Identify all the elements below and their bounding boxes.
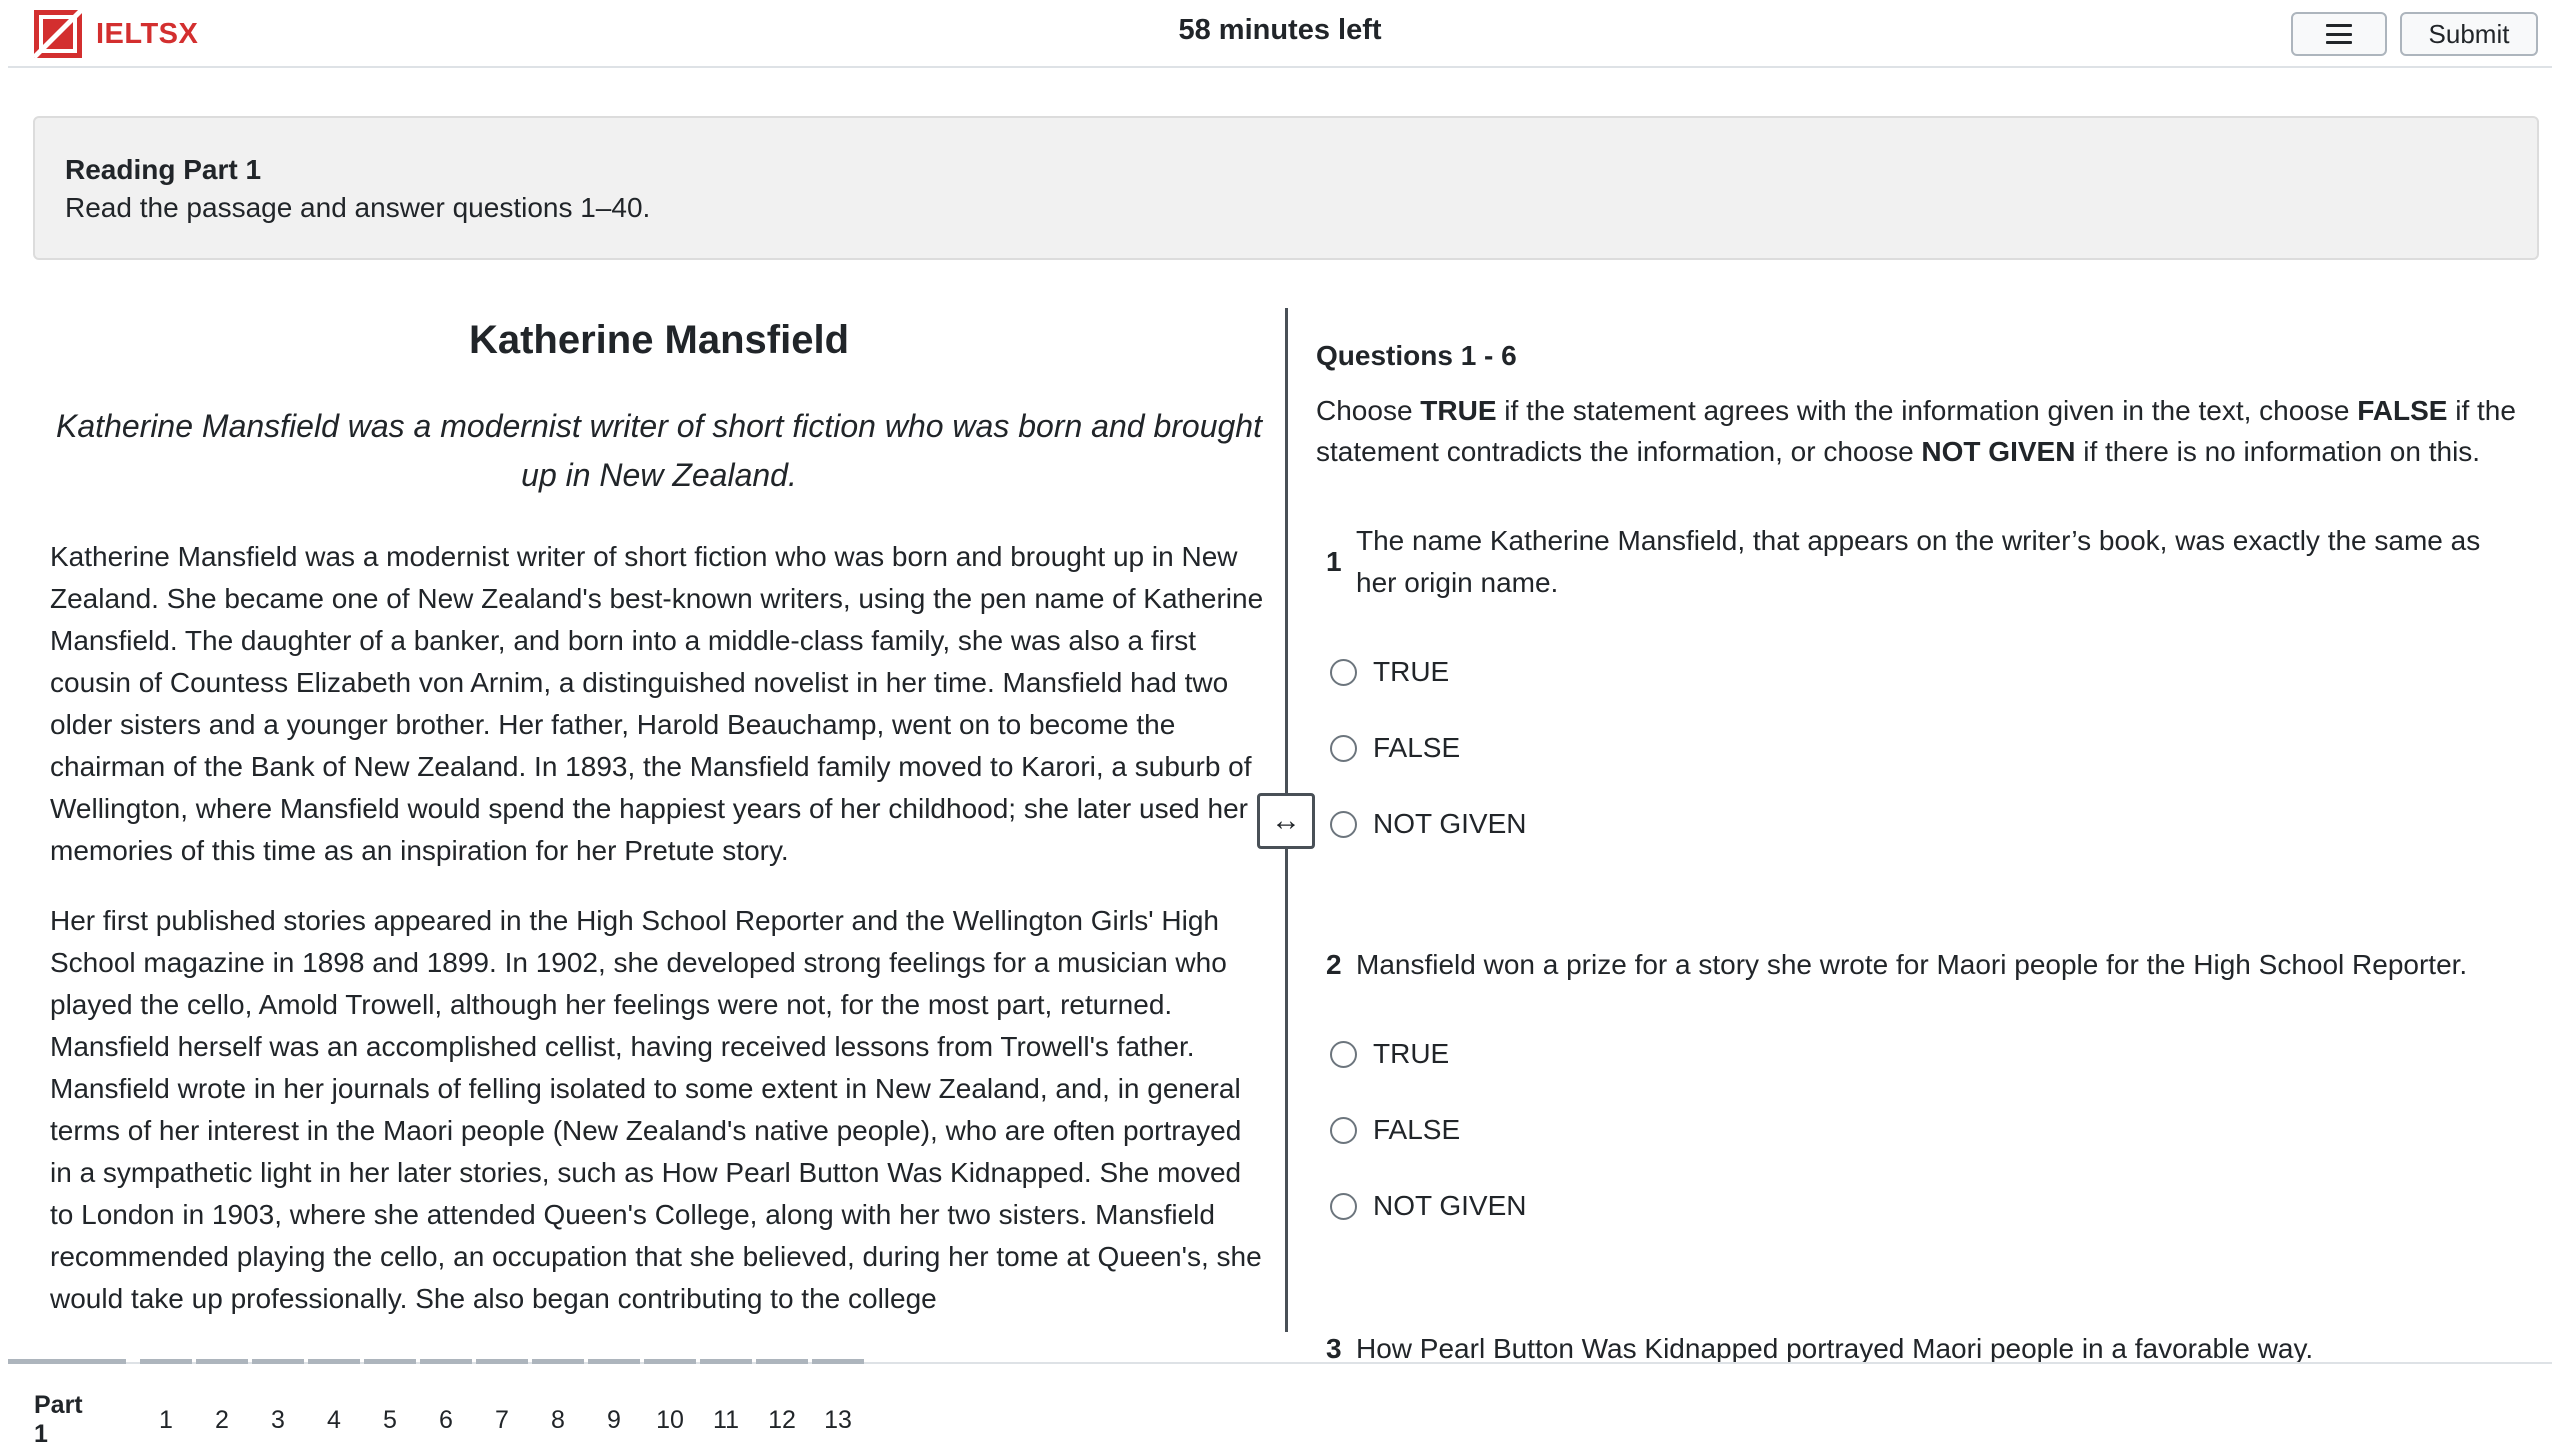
progress-segment — [252, 1359, 304, 1364]
question-1 — [1316, 520, 2516, 604]
question-number: 1 — [1326, 546, 1342, 577]
progress-segment — [644, 1359, 696, 1364]
option-not-given[interactable]: NOT GIVEN — [1316, 1168, 2516, 1244]
progress-segment — [308, 1359, 360, 1364]
question-1-options — [1316, 634, 2516, 862]
progress-segment — [420, 1359, 472, 1364]
passage-subtitle: Katherine Mansfield was a modernist writer of short fiction who was born and brought up in New Zealand. — [56, 408, 1262, 493]
question-text: The name Katherine Mansfield, that appears on the writer’s book, was exactly the same as her origin name. — [1356, 525, 2481, 598]
progress-segment — [532, 1359, 584, 1364]
question-2 — [1316, 944, 2516, 986]
progress-segment — [756, 1359, 808, 1364]
passage-paragraph: Katherine Mansfield was a modernist writer of short fiction who was born and brought up in New Zealand. She became one of New Zealand's best-known writers, using the pen name of Katherine Mansfield. The daughter of a banker, and born into a middle-class family, she was also a first cousin of Countess Elizabeth von Arnim, a distinguished novelist in her time. Mansfield had two older sisters and a younger brother. Her father, Harold Beauchamp, went on to become the chairman of the Bank of New Zealand. In 1893, the Mansfield family moved to Karori, a suburb of Wellington, where Mansfield would spend the happiest years of her childhood; she later used her memories of this time as an inspiration for her Pretute story. — [50, 541, 1264, 866]
option-false[interactable]: FALSE — [1316, 1092, 2516, 1168]
question-nav-12[interactable]: 12 — [768, 1405, 796, 1434]
progress-segment — [812, 1359, 864, 1364]
submit-button[interactable]: Submit — [2400, 12, 2538, 56]
option-false[interactable]: FALSE — [1316, 710, 2516, 786]
part-title: Reading Part 1 — [65, 154, 262, 185]
part-label[interactable]: Part 1 — [34, 1391, 83, 1448]
part-info-panel — [33, 116, 2539, 260]
option-true[interactable]: TRUE — [1316, 1016, 2516, 1092]
question-2-options — [1316, 1016, 2516, 1244]
question-nav-8[interactable]: 8 — [551, 1405, 565, 1434]
horizontal-resize-icon[interactable]: ↔ — [1257, 793, 1315, 849]
progress-segment — [700, 1359, 752, 1364]
option-true[interactable]: TRUE — [1316, 634, 2516, 710]
progress-segment — [588, 1359, 640, 1364]
question-nav-10[interactable]: 10 — [656, 1405, 684, 1434]
question-nav-2[interactable]: 2 — [215, 1405, 229, 1434]
question-number: 3 — [1326, 1333, 1342, 1364]
menu-button[interactable] — [2291, 12, 2387, 56]
question-nav-7[interactable]: 7 — [495, 1405, 509, 1434]
radio-button[interactable] — [1330, 811, 1357, 838]
question-nav-3[interactable]: 3 — [271, 1405, 285, 1434]
part-instructions: Read the passage and answer questions 1–40. — [65, 192, 651, 223]
radio-button[interactable] — [1330, 1041, 1357, 1068]
question-nav-5[interactable]: 5 — [383, 1405, 397, 1434]
question-nav-13[interactable]: 13 — [824, 1405, 852, 1434]
progress-segment — [196, 1359, 248, 1364]
question-nav-11[interactable]: 11 — [713, 1405, 739, 1434]
progress-segment — [364, 1359, 416, 1364]
brand-name: IELTSX — [96, 17, 199, 50]
question-text: Mansfield won a prize for a story she wrote for Maori people for the High School Reporter. — [1356, 949, 2468, 980]
top-bar — [8, 0, 2552, 68]
question-number: 2 — [1326, 949, 1342, 980]
radio-button[interactable] — [1330, 1193, 1357, 1220]
option-not-given[interactable]: NOT GIVEN — [1316, 786, 2516, 862]
question-text: How Pearl Button Was Kidnapped portrayed Maori people in a favorable way. — [1356, 1333, 2314, 1364]
question-nav-1[interactable]: 1 — [159, 1405, 173, 1434]
questions-heading: Questions 1 - 6 — [1316, 340, 1517, 371]
question-nav-9[interactable]: 9 — [607, 1405, 621, 1434]
passage-title: Katherine Mansfield — [468, 318, 850, 362]
reading-passage[interactable] — [50, 308, 1268, 1330]
time-remaining: 58 minutes left — [1178, 14, 1382, 46]
hamburger-icon — [2326, 24, 2352, 44]
progress-segment — [476, 1359, 528, 1364]
questions-instruction: Choose TRUE if the statement agrees with the information given in the text, choose FALSE if the statement contradicts the information, or choose NOT GIVEN if there is no information on this. — [1316, 395, 2516, 467]
question-navigation — [8, 1362, 2552, 1448]
radio-button[interactable] — [1330, 735, 1357, 762]
radio-button[interactable] — [1330, 1117, 1357, 1144]
progress-segment — [140, 1359, 192, 1364]
progress-segment — [8, 1359, 126, 1364]
question-nav-6[interactable]: 6 — [439, 1405, 453, 1434]
radio-button[interactable] — [1330, 659, 1357, 686]
passage-paragraph: Her first published stories appeared in the High School Reporter and the Wellington Girls' High School magazine in 1898 and 1899. In 1902, she developed strong feelings for a musician who played the cello, Amold Trowell, although her feelings were not, for the most part, returned. Mansfield herself was an accomplished cellist, having received lessons from Trowell's father. Mansfield wrote in her journals of felling isolated to some extent in New Zealand, and, in general terms of her interest in the Maori people (New Zealand's native people), who are often portrayed in a sympathetic light in her later stories, such as How Pearl Button Was Kidnapped. She moved to London in 1903, where she attended Queen's College, along with her two sisters. Mansfield recommended playing the cello, an occupation that she believed, during her tome at Queen's, she would take up professionally. She also began contributing to the college — [50, 905, 1262, 1314]
question-nav-4[interactable]: 4 — [327, 1405, 341, 1434]
questions-pane[interactable] — [1316, 336, 2516, 1364]
